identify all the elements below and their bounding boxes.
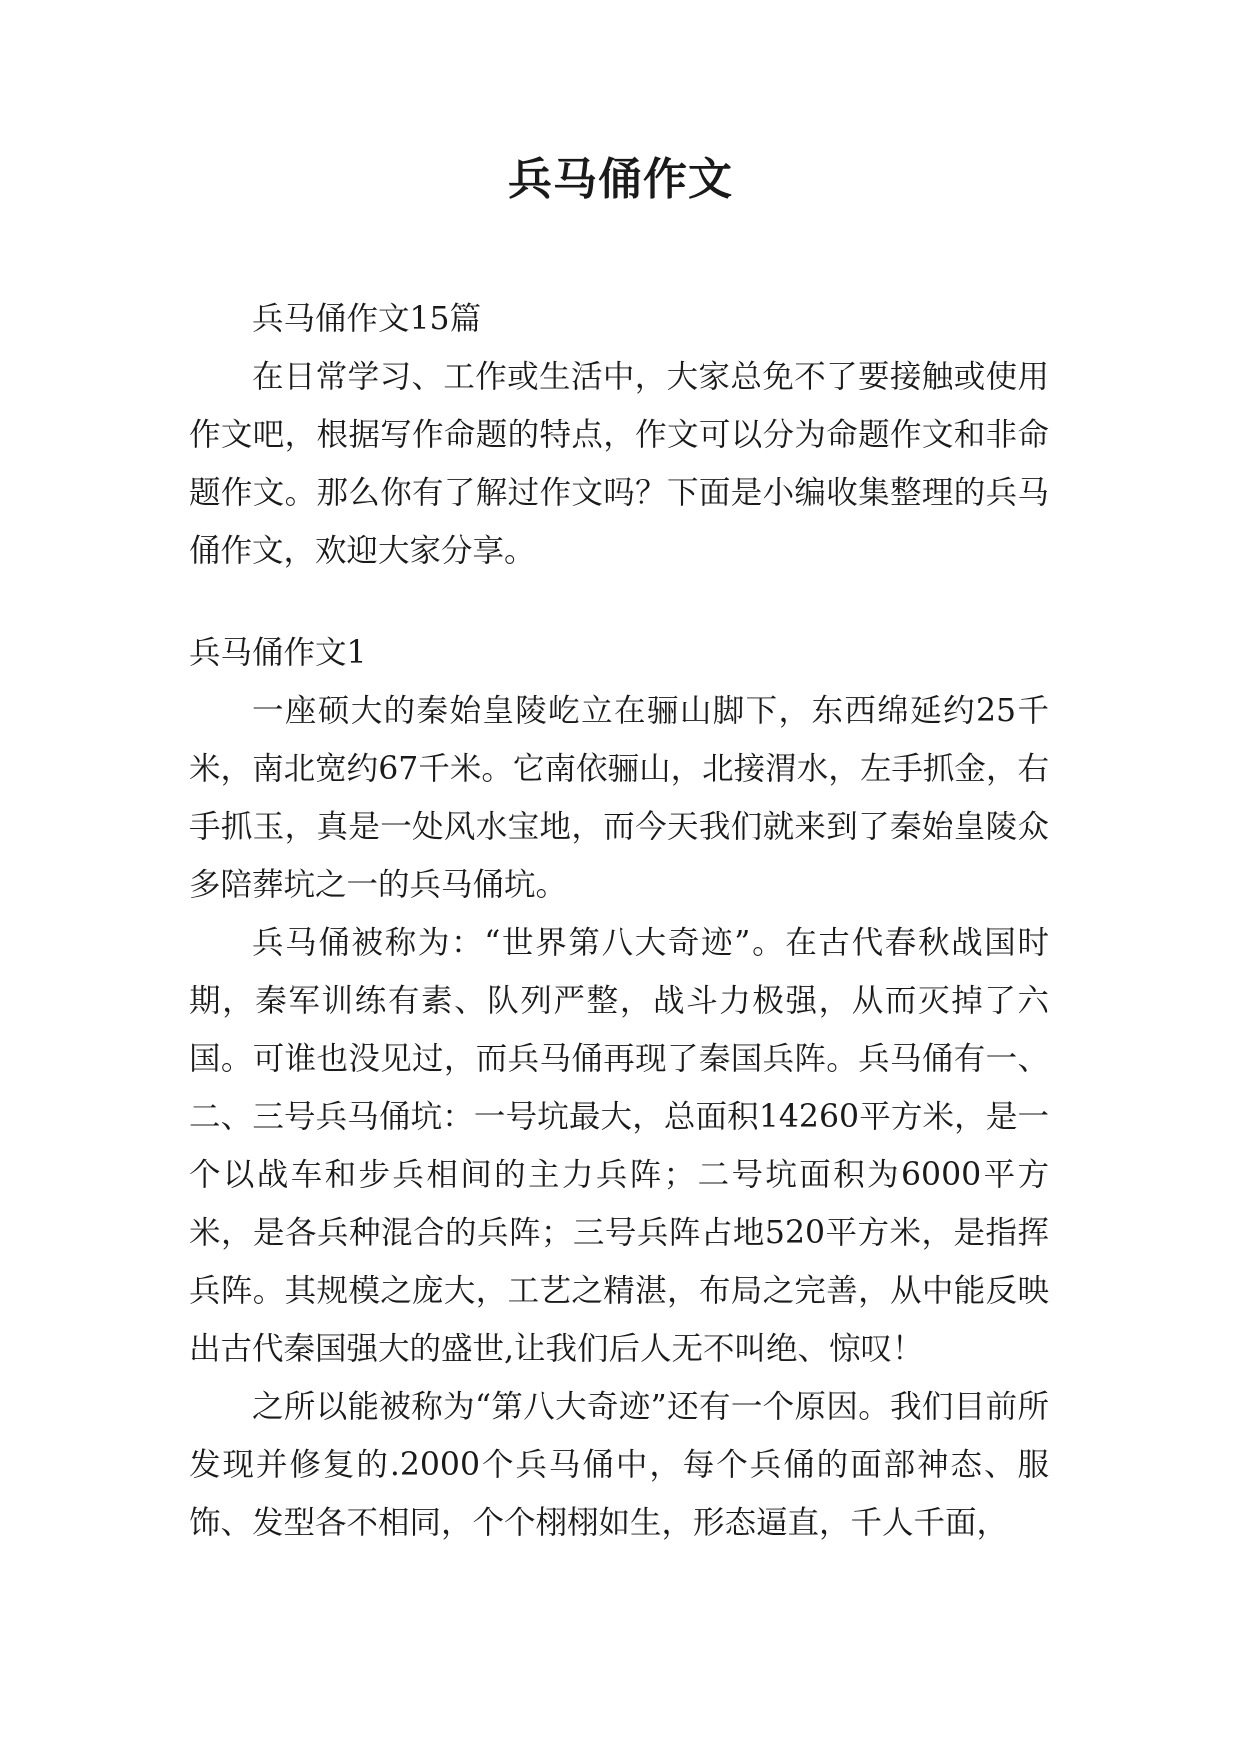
- section-heading: 兵马俑作文1: [189, 635, 367, 671]
- section-spacer: [189, 580, 1049, 624]
- document-title: 兵马俑作文: [508, 154, 733, 205]
- document-body: [189, 290, 1049, 1552]
- body-paragraph: 兵马俑被称为：“世界第八大奇迹”。在古代春秋战国时期，秦军训练有素、队列严整，战斗力极强，从而灭掉了六国。可谁也没见过，而兵马俑再现了秦国兵阵。兵马俑有一、二、三号兵马俑坑：一号坑最大，总面积14260平方米，是一个以战车和步兵相间的主力兵阵；二号坑面积为6000平方米，是各兵种混合的兵阵；三号兵阵占地520平方米，是指挥兵阵。其规模之庞大，工艺之精湛，布局之完善，从中能反映出古代秦国强大的盛世,让我们后人无不叫绝、惊叹！: [189, 925, 1049, 1367]
- body-paragraph: 一座硕大的秦始皇陵屹立在骊山脚下，东西绵延约25千米，南北宽约67千米。它南依骊山，北接渭水，左手抓金，右手抓玉，真是一处风水宝地，而今天我们就来到了秦始皇陵众多陪葬坑之一的兵马俑坑。: [189, 693, 1049, 903]
- collection-heading: 兵马俑作文15篇: [252, 301, 482, 337]
- body-paragraph: 之所以能被称为“第八大奇迹”还有一个原因。我们目前所发现并修复的.2000个兵马俑中，每个兵俑的面部神态、服饰、发型各不相同，个个栩栩如生，形态逼直，千人千面，: [189, 1389, 1049, 1541]
- intro-paragraph: 在日常学习、工作或生活中，大家总免不了要接触或使用作文吧，根据写作命题的特点，作文可以分为命题作文和非命题作文。那么你有了解过作文吗？下面是小编收集整理的兵马俑作文，欢迎大家分享。: [189, 359, 1049, 569]
